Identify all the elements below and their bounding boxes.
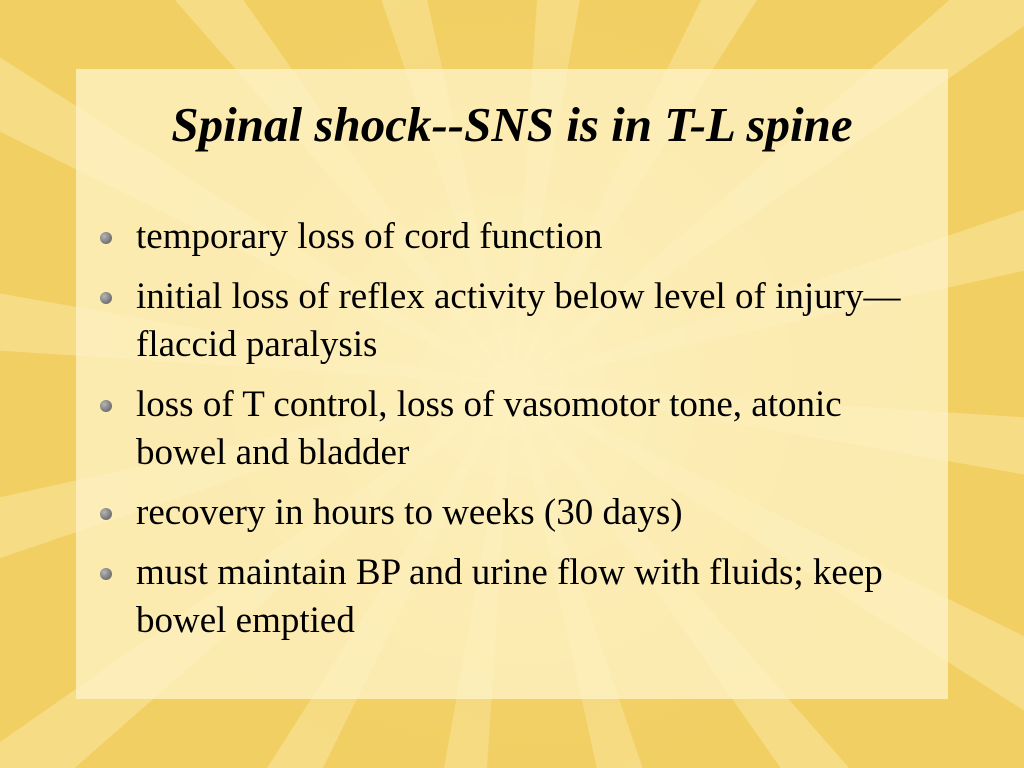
- bullet-text: temporary loss of cord function: [136, 216, 603, 257]
- list-item: [100, 489, 930, 537]
- list-item: [100, 549, 930, 645]
- list-item: [100, 213, 930, 261]
- list-item: [100, 381, 930, 477]
- round-bullet-icon: [100, 232, 112, 244]
- round-bullet-icon: [100, 400, 112, 412]
- round-bullet-icon: [100, 508, 112, 520]
- bullet-text: recovery in hours to weeks (30 days): [136, 492, 683, 533]
- bullet-text: initial loss of reflex activity below level of injury—flaccid paralysis: [136, 276, 901, 365]
- slide-title: Spinal shock--SNS is in T-L spine: [171, 97, 853, 152]
- bullet-list: [100, 213, 930, 657]
- round-bullet-icon: [100, 292, 112, 304]
- bullet-text: must maintain BP and urine flow with fluids; keep bowel emptied: [136, 552, 883, 641]
- round-bullet-icon: [100, 568, 112, 580]
- bullet-text: loss of T control, loss of vasomotor tone, atonic bowel and bladder: [136, 384, 842, 473]
- list-item: [100, 273, 930, 369]
